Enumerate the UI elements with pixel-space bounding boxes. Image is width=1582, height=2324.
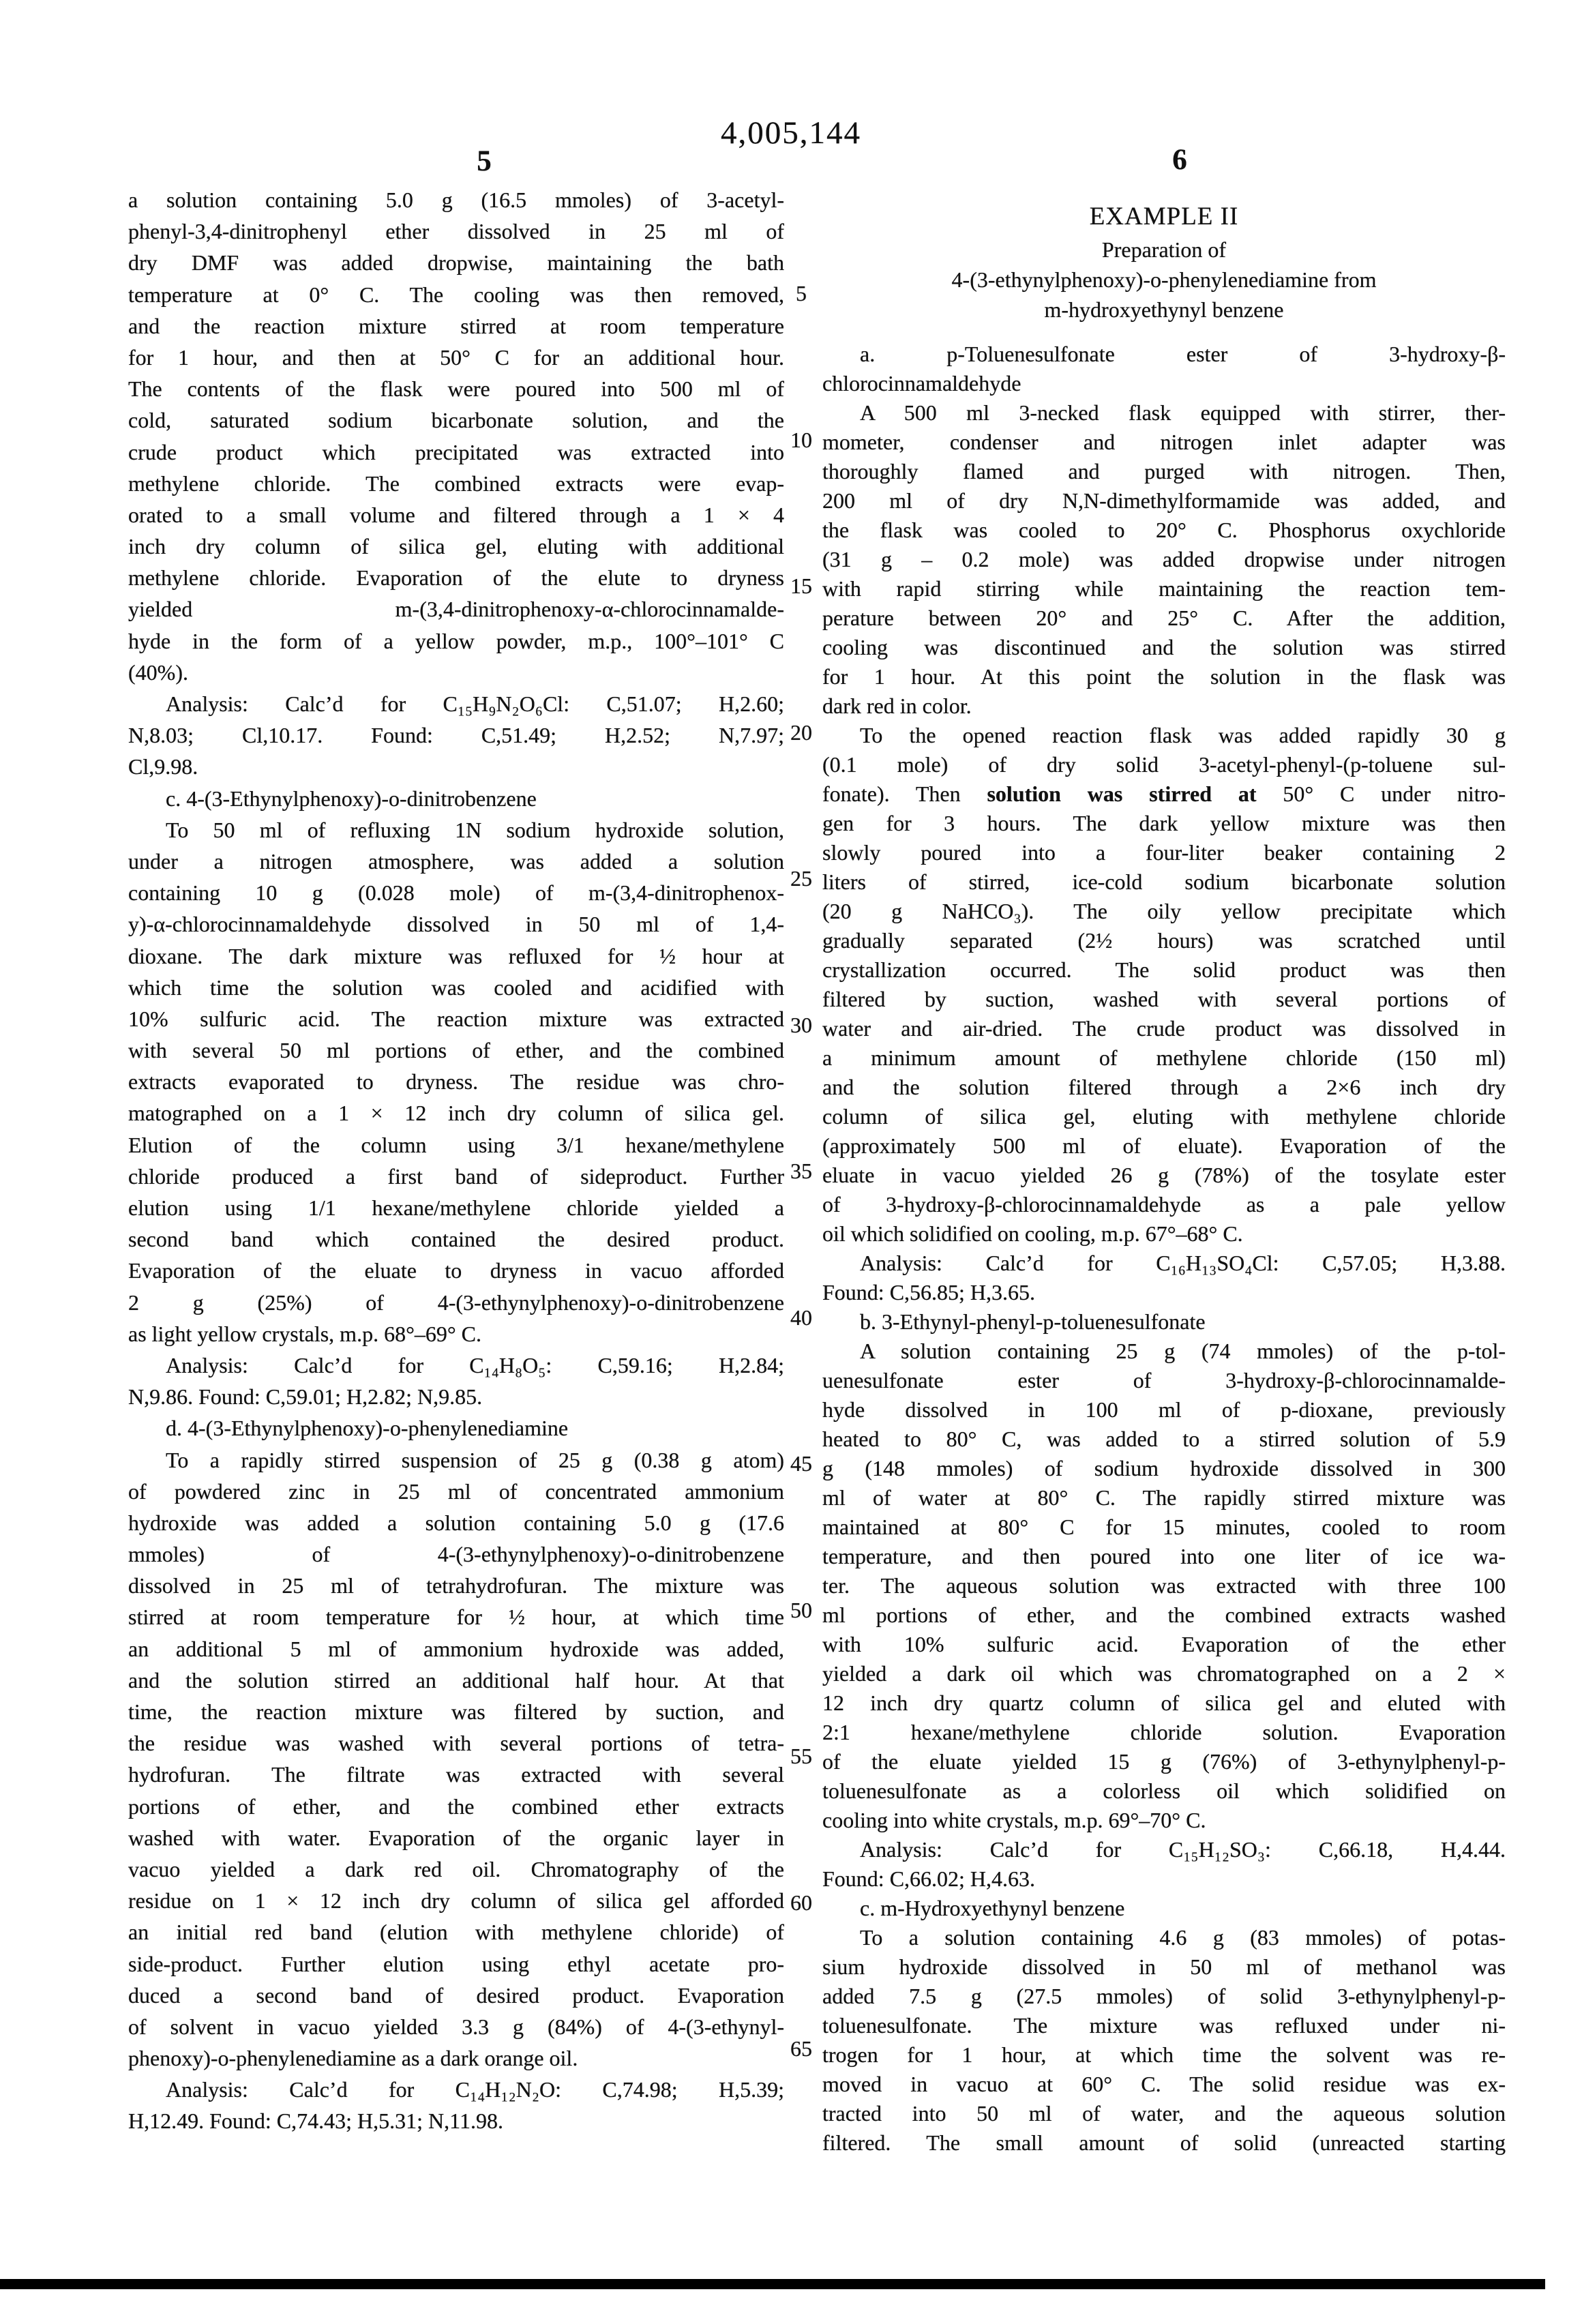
text-line: gradually separated (2½ hours) was scratched until [822,928,1506,953]
text-line: gen for 3 hours. The dark yellow mixture was then [822,811,1506,835]
text-line: hydroxide was added a solution containing 5.0 g (17.6 [128,1510,784,1535]
text-line: hydrofuran. The filtrate was extracted with several [128,1762,784,1787]
text-line: matographed on a 1 × 12 inch dry column of silica gel. [128,1101,784,1126]
text-line: toluenesulfonate. The mixture was refluxed under ni- [822,2013,1506,2038]
text-line: c. m-Hydroxyethynyl benzene [860,1896,1125,1920]
line-number: 45 [790,1451,812,1476]
column-number-right: 6 [1172,144,1187,176]
text-line: ter. The aqueous solution was extracted with three 100 [822,1573,1506,1598]
text-line: washed with water. Evaporation of the organic layer in [128,1825,784,1850]
example-heading: EXAMPLE II [1089,203,1239,230]
text-line: Analysis: Calc’d for C₁₄H₁₂N₂O: C,74.98; H,5.39; [166,2077,784,2102]
column-number-left: 5 [477,145,492,177]
text-line: phenoxy)-o-phenylenediamine as a dark orange oil. [128,2046,578,2071]
text-line: of powdered zinc in 25 ml of concentrated ammonium [128,1478,784,1504]
text-line: elution using 1/1 hexane/methylene chloride yielded a [128,1195,784,1220]
text-line: crude product which precipitated was extracted into [128,439,784,464]
text-line: with several 50 ml portions of ether, and the combined [128,1038,784,1063]
text-line: of solvent in vacuo yielded 3.3 g (84%) of 4-(3-ethynyl- [128,2014,784,2039]
text-line: extracts evaporated to dryness. The residue was chro- [128,1069,784,1094]
text-line: a solution containing 5.0 g (16.5 mmoles) of 3-acetyl- [128,188,784,212]
text-line: which time the solution was cooled and acidified with [128,974,784,1000]
text-line: A solution containing 25 g (74 mmoles) of the p-tol- [860,1339,1506,1363]
line-number: 10 [790,427,812,452]
text-line: Elution of the column using 3/1 hexane/methylene [128,1132,784,1157]
text-line: N,8.03; Cl,10.17. Found: C,51.49; H,2.52; N,7.97; [128,723,784,748]
text-line: Found: C,56.85; H,3.65. [822,1280,1036,1305]
example-subheading-line-3: m-hydroxyethynyl benzene [1044,297,1284,322]
right-column [822,199,1506,2158]
text-line: Analysis: Calc’d for C₁₅H₁₂SO₃: C,66.18, H,4.44. [860,1837,1506,1862]
text-line: (40%). [128,659,188,685]
text-line: tracted into 50 ml of water, and the aqueous solution [822,2101,1506,2126]
text-line: Analysis: Calc’d for C₁₄H₈O₅: C,59.16; H,2.84; [166,1352,784,1377]
text-line: To a rapidly stirred suspension of 25 g (0.38 g atom) [166,1447,784,1472]
text-line: inch dry column of silica gel, eluting with additional [128,534,784,559]
text-line: a. p-Toluenesulfonate ester of 3-hydroxy-β- [860,342,1506,366]
line-number: 30 [790,1012,812,1037]
text-line: ml of water at 80° C. The rapidly stirred mixture was [822,1485,1506,1510]
text-line: Analysis: Calc’d for C₁₆H₁₃SO₄Cl: C,57.05; H,3.88. [860,1251,1506,1275]
text-line: d. 4-(3-Ethynylphenoxy)-o-phenylenediamine [166,1416,569,1441]
text-line: temperature at 0° C. The cooling was then removed, [128,282,784,307]
text-line: Evaporation of the eluate to dryness in vacuo afforded [128,1258,784,1283]
text-line: residue on 1 × 12 inch dry column of silica gel afforded [128,1888,784,1913]
text-line: containing 10 g (0.028 mole) of m-(3,4-dinitrophenox- [128,880,784,906]
text-line: (20 g NaHCO₃). The oily yellow precipitate which [822,899,1506,923]
text-line: vacuo yielded a dark red oil. Chromatography of the [128,1856,784,1881]
text-line: 10% sulfuric acid. The reaction mixture was extracted [128,1006,784,1031]
text-line: dry DMF was added dropwise, maintaining the bath [128,250,784,275]
text-line: added 7.5 g (27.5 mmoles) of solid 3-ethynylphenyl-p- [822,1984,1506,2008]
text-line: N,9.86. Found: C,59.01; H,2.82; N,9.85. [128,1384,483,1410]
text-line: column of silica gel, eluting with methylene chloride [822,1104,1506,1129]
text-line: and the reaction mixture stirred at room temperature [128,313,784,338]
text-line: a minimum amount of methylene chloride (150 ml) [822,1045,1506,1070]
text-line: moved in vacuo at 60° C. The solid residue was ex- [822,2072,1506,2096]
text-line: and the solution filtered through a 2×6 inch dry [822,1075,1506,1099]
text-line: mometer, condenser and nitrogen inlet adapter was [822,430,1506,454]
example-subheading-line-2: 4-(3-ethynylphenoxy)-o-phenylenediamine from [951,267,1377,292]
text-line: g (148 mmoles) of sodium hydroxide dissolved in 300 [822,1456,1506,1480]
text-line: slowly poured into a four-liter beaker containing 2 [822,840,1506,865]
line-number: 25 [790,866,812,891]
text-line: 12 inch dry quartz column of silica gel and eluted with [822,1690,1506,1715]
text-line: for 1 hour. At this point the solution in the flask was [822,664,1506,689]
text-line: mmoles) of 4-(3-ethynylphenoxy)-o-dinitrobenzene [128,1542,784,1567]
text-line: uenesulfonate ester of 3-hydroxy-β-chlorocinnamalde- [822,1368,1506,1392]
scan-artifact-bar [0,2279,1545,2289]
text-line: side-product. Further elution using ethyl acetate pro- [128,1951,784,1976]
text-line: cold, saturated sodium bicarbonate solution, and the [128,408,784,433]
text-line: with 10% sulfuric acid. Evaporation of the ether [822,1632,1506,1656]
text-line: duced a second band of desired product. Evaporation [128,1982,784,2008]
text-line: (31 g – 0.2 mole) was added dropwise under nitrogen [822,547,1506,571]
text-line: c. 4-(3-Ethynylphenoxy)-o-dinitrobenzene [166,786,537,811]
text-line: Found: C,66.02; H,4.63. [822,1866,1036,1891]
text-line: chlorocinnamaldehyde [822,371,1021,396]
line-number: 60 [790,1890,812,1915]
bold-text: solution was stirred at [987,781,1257,806]
text-line: liters of stirred, ice-cold sodium bicarbonate solution [822,869,1506,894]
text-line [822,779,1506,809]
text-line: H,12.49. Found: C,74.43; H,5.31; N,11.98. [128,2109,503,2134]
text-line: hyde in the form of a yellow powder, m.p., 100°–101° C [128,628,784,653]
text-line: To a solution containing 4.6 g (83 mmoles) of potas- [860,1925,1506,1950]
text-line: and the solution stirred an additional half hour. At that [128,1667,784,1693]
text-line: second band which contained the desired product. [128,1227,784,1252]
text-span: fonate). Then [822,781,987,806]
text-line: 2:1 hexane/methylene chloride solution. Evaporation [822,1720,1506,1744]
text-line: portions of ether, and the combined ether extracts [128,1793,784,1819]
text-span: 50° C under nitro- [1256,781,1506,806]
text-line: as light yellow crystals, m.p. 68°–69° C. [128,1321,481,1346]
line-number: 65 [790,2036,812,2061]
text-line: perature between 20° and 25° C. After the addition, [822,606,1506,630]
text-line: yielded a dark oil which was chromatographed on a 2 × [822,1661,1506,1686]
text-line: eluate in vacuo yielded 26 g (78%) of the tosylate ester [822,1163,1506,1187]
text-line: Analysis: Calc’d for C₁₅H₉N₂O₆Cl: C,51.07; H,2.60; [166,691,784,716]
text-line: for 1 hour, and then at 50° C for an additional hour. [128,344,784,370]
text-line: A 500 ml 3-necked flask equipped with stirrer, ther- [860,400,1506,425]
text-line: 200 ml of dry N,N-dimethylformamide was added, and [822,488,1506,513]
text-line: the flask was cooled to 20° C. Phosphorus oxychloride [822,518,1506,542]
right-column-text [822,340,1506,2158]
line-number: 40 [790,1305,812,1330]
text-line: y)-α-chlorocinnamaldehyde dissolved in 50 ml of 1,4- [128,912,784,937]
text-line: time, the reaction mixture was filtered by suction, and [128,1699,784,1724]
text-line: with rapid stirring while maintaining the reaction tem- [822,576,1506,601]
text-line: filtered. The small amount of solid (unreacted starting [822,2130,1506,2155]
line-number: 5 [796,281,807,306]
text-line: crystallization occurred. The solid product was then [822,957,1506,982]
text-line: an initial red band (elution with methylene chloride) of [128,1920,784,1945]
text-line: cooling into white crystals, m.p. 69°–70° C. [822,1808,1206,1832]
line-number: 20 [790,719,812,745]
text-line: trogen for 1 hour, at which time the solvent was re- [822,2042,1506,2067]
text-line: water and air-dried. The crude product was dissolved in [822,1016,1506,1041]
text-line: To 50 ml of refluxing 1N sodium hydroxide solution, [166,817,784,842]
text-line: orated to a small volume and filtered through a 1 × 4 [128,502,784,527]
text-line: hyde dissolved in 100 ml of p-dioxane, previously [822,1397,1506,1422]
patent-number: 4,005,144 [721,115,861,151]
text-line: of 3-hydroxy-β-chlorocinnamaldehyde as a pale yellow [822,1192,1506,1217]
text-line: dark red in color. [822,694,972,718]
text-line: filtered by suction, washed with several portions of [822,987,1506,1011]
text-line: under a nitrogen atmosphere, was added a solution [128,848,784,874]
example-subheading-line-1: Preparation of [1101,237,1227,262]
line-number: 50 [790,1597,812,1622]
text-line: (approximately 500 ml of eluate). Evaporation of the [822,1133,1506,1158]
text-line: chloride produced a first band of sideproduct. Further [128,1163,784,1189]
text-line: heated to 80° C, was added to a stirred solution of 5.9 [822,1427,1506,1451]
text-line: oil which solidified on cooling, m.p. 67°–68° C. [822,1221,1243,1246]
text-line: dioxane. The dark mixture was refluxed for ½ hour at [128,943,784,968]
text-line: yielded m-(3,4-dinitrophenoxy-α-chlorocinnamalde- [128,597,784,622]
text-line: stirred at room temperature for ½ hour, at which time [128,1605,784,1630]
text-line: To the opened reaction flask was added rapidly 30 g [860,723,1506,747]
text-line: ml portions of ether, and the combined extracts washed [822,1603,1506,1627]
text-line: an additional 5 ml of ammonium hydroxide was added, [128,1636,784,1661]
text-line: the residue was washed with several portions of tetra- [128,1731,784,1756]
text-line: thoroughly flamed and purged with nitrogen. Then, [822,459,1506,483]
text-line: phenyl-3,4-dinitrophenyl ether dissolved in 25 ml of [128,219,784,244]
text-line: The contents of the flask were poured into 500 ml of [128,376,784,402]
text-line: 2 g (25%) of 4-(3-ethynylphenoxy)-o-dinitrobenzene [128,1290,784,1315]
text-line: of the eluate yielded 15 g (76%) of 3-ethynylphenyl-p- [822,1749,1506,1774]
text-line: toluenesulfonate as a colorless oil which solidified on [822,1778,1506,1803]
text-line: Cl,9.98. [128,754,198,779]
heading-gap [822,325,1506,340]
text-line: maintained at 80° C for 15 minutes, cooled to room [822,1515,1506,1539]
text-line: methylene chloride. Evaporation of the elute to dryness [128,565,784,591]
text-line: dissolved in 25 ml of tetrahydrofuran. The mixture was [128,1573,784,1598]
left-column-text [128,184,784,2137]
text-line: (0.1 mole) of dry solid 3-acetyl-phenyl-(p-toluene sul- [822,752,1506,777]
line-number: 15 [790,573,812,598]
text-line: cooling was discontinued and the solution was stirred [822,635,1506,659]
text-line: b. 3-Ethynyl-phenyl-p-toluenesulfonate [860,1309,1206,1334]
text-line: methylene chloride. The combined extracts were evap- [128,471,784,496]
line-number: 35 [790,1159,812,1183]
line-number: 55 [790,1744,812,1768]
text-line: temperature, and then poured into one liter of ice wa- [822,1544,1506,1568]
left-column [128,184,784,2137]
text-line: sium hydroxide dissolved in 50 ml of methanol was [822,1954,1506,1979]
